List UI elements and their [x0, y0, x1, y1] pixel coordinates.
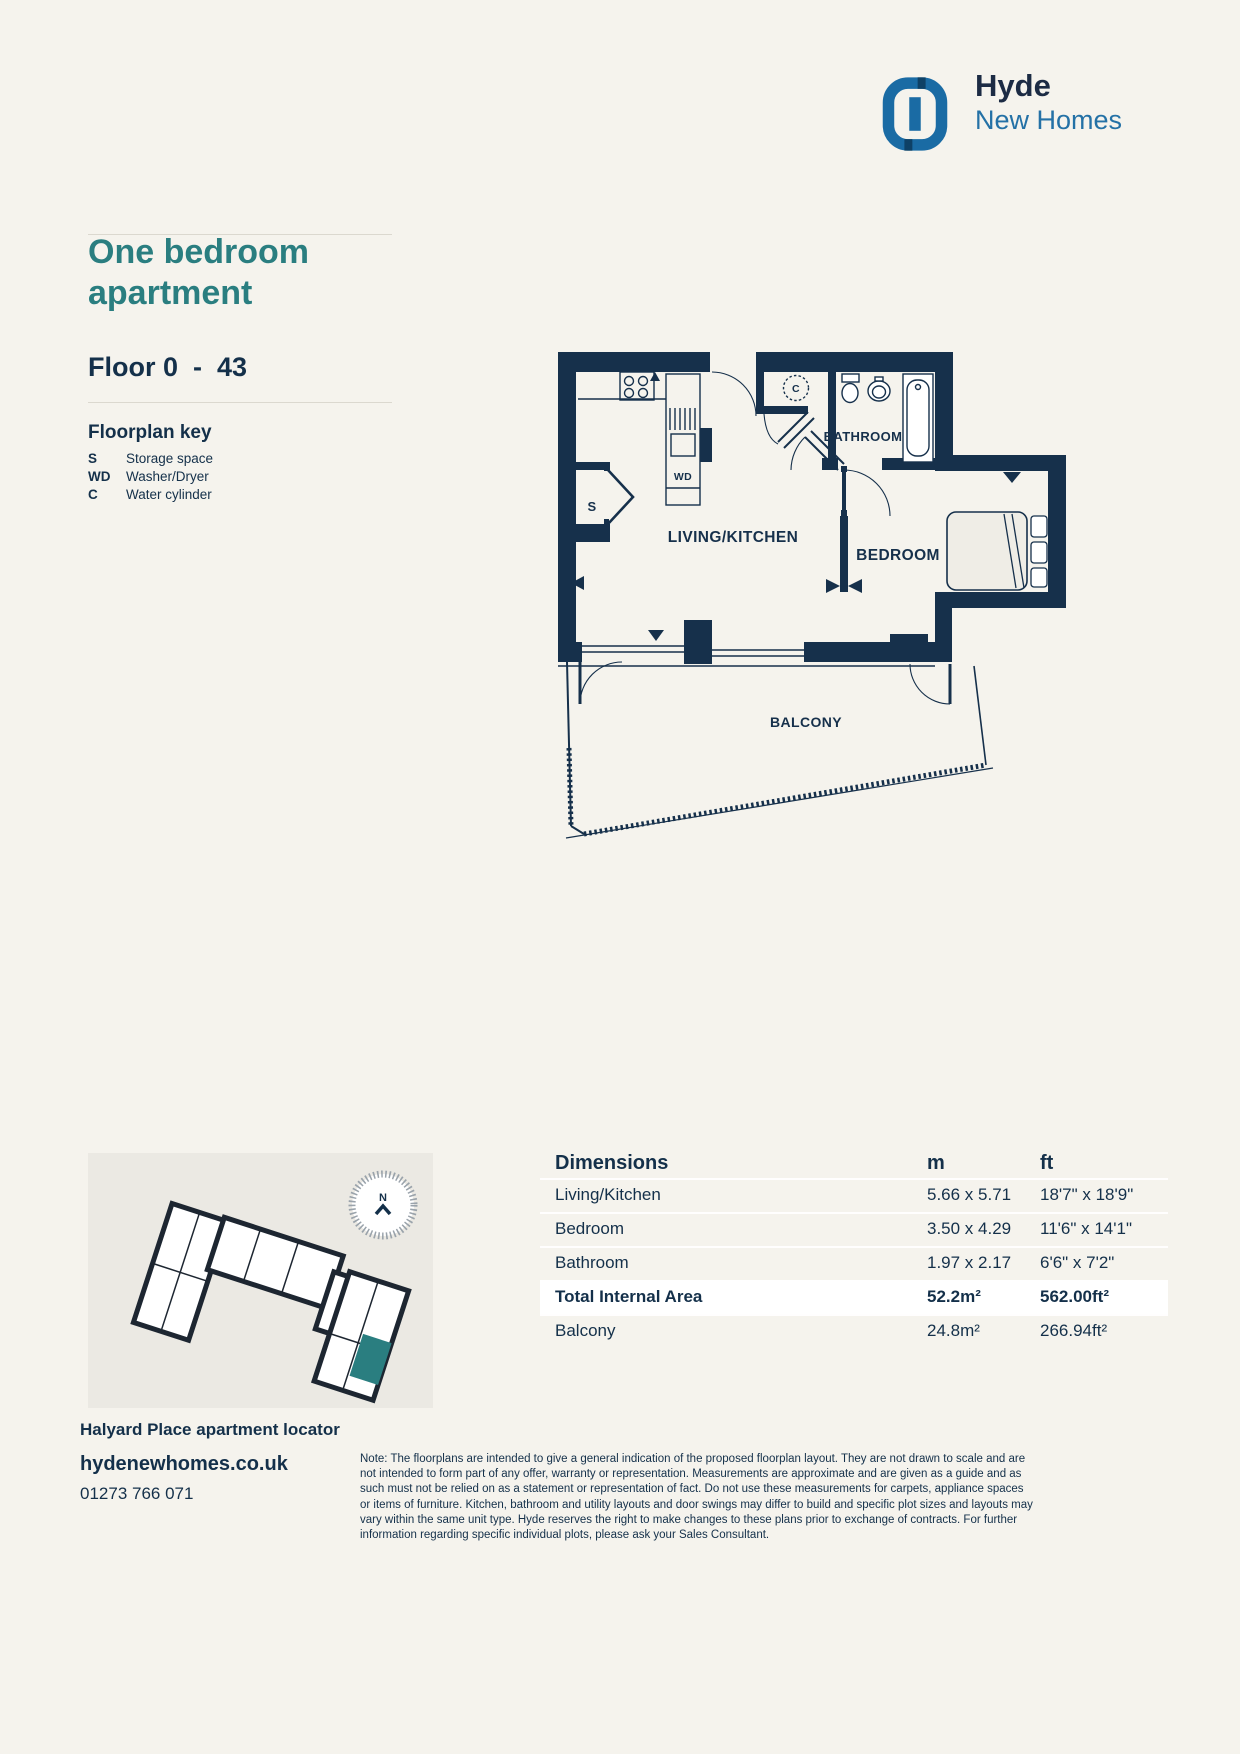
phone-number: 01273 766 071 — [80, 1484, 194, 1503]
bathroom-label: BATHROOM — [823, 429, 903, 444]
row-ft: 11'6" x 14'1" — [1040, 1219, 1132, 1238]
disclaimer-note: Note: The floorplans are intended to give a general indication of the proposed floorplan layout. They are not drawn to scale and are not intended to form part of any offer, warranty or representation. Measurements are approximate and are given as a guide and as such must not be relied on as a statement or representation of fact. Do not use these measurements for carpets, appliance spaces or items of furniture. Kitchen, bathroom and utility layouts and door swings may differ to build and specific plot sizes and layouts may vary within the same unit type. Hyde reserves the right to make changes to these plans prior to exchange of contracts. For further information regarding specific individual plots, please ask your Sales Consultant. — [360, 1453, 1033, 1542]
washer-dryer-label: WD — [673, 471, 693, 483]
col-header-dimensions: Dimensions — [555, 1152, 669, 1174]
page-title-line2: apartment — [88, 274, 253, 312]
table-row — [540, 1314, 1168, 1348]
svg-text:N: N — [379, 1192, 387, 1204]
table-row-total — [540, 1280, 1168, 1314]
row-ft: 6'6" x 7'2" — [1040, 1253, 1115, 1272]
cylinder-label: C — [792, 383, 800, 395]
row-ft: 266.94ft² — [1040, 1321, 1108, 1340]
balcony-boundary — [566, 662, 993, 838]
bedroom-label: BEDROOM — [856, 547, 940, 564]
hyde-logo-mark-icon — [877, 70, 953, 158]
table-header — [540, 1148, 1168, 1178]
row-ft: 562.00ft² — [1040, 1287, 1109, 1306]
storage-label: S — [587, 499, 597, 514]
row-label: Balcony — [555, 1321, 616, 1340]
floorplan-key-heading: Floorplan key — [88, 422, 212, 443]
key-row-storage — [88, 450, 213, 468]
key-row-washer-dryer — [88, 468, 213, 486]
row-ft: 18'7" x 18'9" — [1040, 1185, 1134, 1204]
row-m: 5.66 x 5.71 — [927, 1185, 1012, 1204]
floor-range: Floor 0 - 43 — [88, 352, 248, 382]
brand-wordmark: Hyde — [975, 68, 1051, 103]
key-desc: Washer/Dryer — [126, 469, 209, 484]
locator-caption: Halyard Place apartment locator — [80, 1420, 340, 1439]
compass-icon — [352, 1174, 414, 1236]
floorplan-drawing — [480, 330, 1100, 850]
hyde-logo — [877, 70, 1122, 158]
table-row — [540, 1246, 1168, 1280]
bed-icon — [947, 512, 1047, 590]
floorplan-key — [88, 450, 213, 504]
row-m: 3.50 x 4.29 — [927, 1219, 1012, 1238]
divider-bottom — [88, 402, 392, 403]
key-abbr: WD — [88, 469, 111, 484]
toilet-icon — [842, 374, 859, 382]
table-row — [540, 1212, 1168, 1246]
row-m: 24.8m² — [927, 1321, 980, 1340]
key-desc: Water cylinder — [126, 487, 212, 502]
col-header-ft: ft — [1040, 1152, 1054, 1174]
row-m: 1.97 x 2.17 — [927, 1253, 1012, 1272]
living-kitchen-label: LIVING/KITCHEN — [667, 529, 799, 546]
page-title-line1: One bedroom — [88, 233, 310, 271]
table-row — [540, 1178, 1168, 1212]
dimensions-table — [540, 1148, 1168, 1348]
brand-sub-wordmark: New Homes — [975, 105, 1123, 135]
page-title — [88, 232, 309, 314]
bathroom-fixtures — [842, 374, 933, 462]
row-m: 52.2m² — [927, 1287, 981, 1306]
row-label: Total Internal Area — [555, 1287, 703, 1306]
website-link[interactable]: hydenewhomes.co.uk — [80, 1453, 288, 1475]
balcony-label: BALCONY — [769, 714, 843, 730]
row-label: Living/Kitchen — [555, 1185, 661, 1204]
row-label: Bathroom — [555, 1253, 629, 1272]
key-abbr: S — [88, 451, 98, 466]
key-row-cylinder — [88, 486, 213, 504]
locator-map — [88, 1153, 433, 1408]
row-label: Bedroom — [555, 1219, 624, 1238]
key-desc: Storage space — [126, 451, 214, 466]
col-header-m: m — [927, 1152, 945, 1174]
key-abbr: C — [88, 487, 98, 502]
